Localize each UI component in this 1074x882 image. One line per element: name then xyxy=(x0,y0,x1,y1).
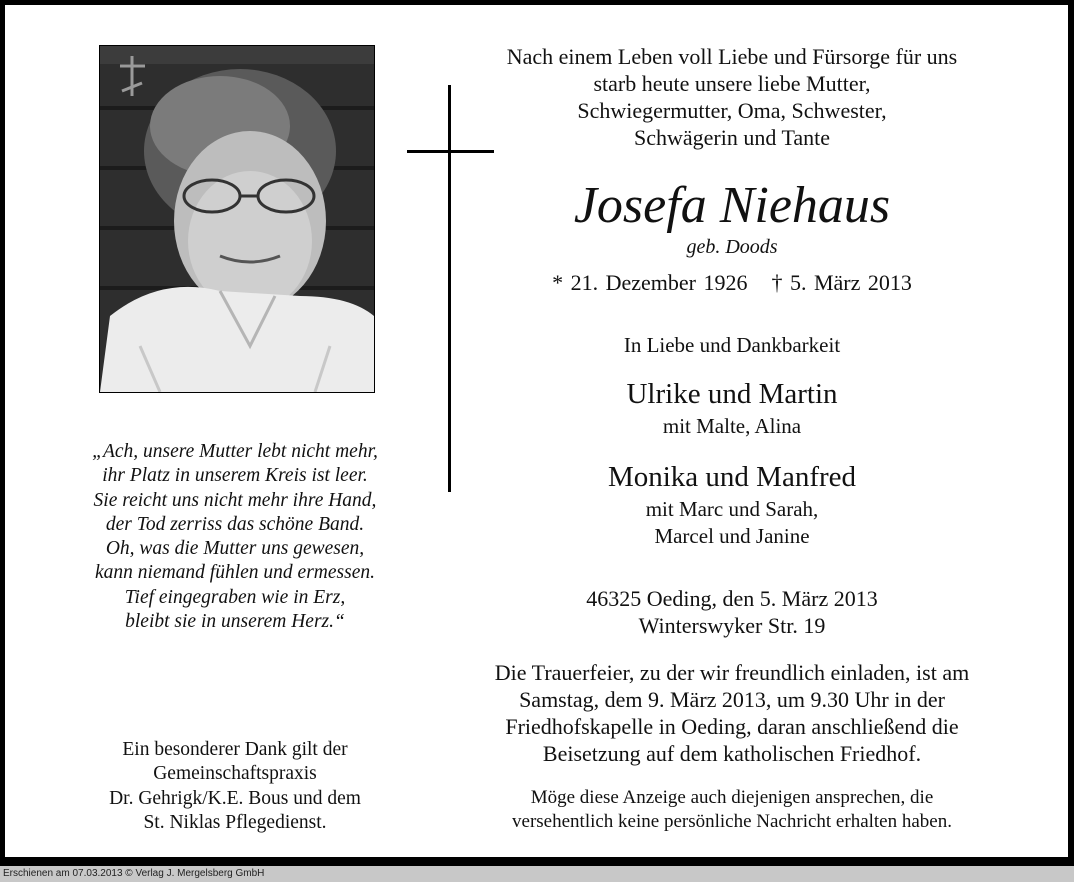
poem-line: der Tod zerriss das schöne Band. xyxy=(105,513,365,535)
thanks-line: Dr. Gehrigk/K.E. Bous und dem xyxy=(109,787,361,809)
funeral-line: Die Trauerfeier, zu der wir freundlich einladen, ist am xyxy=(494,660,970,685)
family-members xyxy=(435,413,1029,440)
poem-line: Tief eingegraben wie in Erz, xyxy=(124,586,346,608)
thanks-line: Gemeinschaftspraxis xyxy=(153,763,317,785)
death-date: † 5. März 2013 xyxy=(771,270,912,295)
portrait-photo xyxy=(99,45,375,393)
intro-line: starb heute unsere liebe Mutter, xyxy=(593,71,871,96)
publication-footer: Erschienen am 07.03.2013 © Verlag J. Mergelsberg GmbH xyxy=(0,866,1074,882)
intro-line: Schwägerin und Tante xyxy=(633,125,830,150)
portrait-image xyxy=(100,46,374,392)
note-line: versehentlich keine persönliche Nachricht erhalten haben. xyxy=(512,811,952,832)
thanks-line: St. Niklas Pflegedienst. xyxy=(143,811,327,833)
funeral-line: Friedhofskapelle in Oeding, daran anschließend die xyxy=(505,714,959,739)
poem-line: Oh, was die Mutter uns gewesen, xyxy=(105,538,365,560)
maiden-name: geb. Doods xyxy=(686,236,778,258)
funeral-line: Beisetzung auf dem katholischen Friedhof. xyxy=(542,741,922,766)
thanks-note xyxy=(45,738,425,835)
intro-line: Schwiegermutter, Oma, Schwester, xyxy=(577,98,887,123)
family-name: Ulrike und Martin xyxy=(626,378,838,410)
birth-date: * 21. Dezember 1926 xyxy=(552,270,748,295)
address-line: 46325 Oeding, den 5. März 2013 xyxy=(586,586,878,611)
thanks-line: Ein besonderer Dank gilt der xyxy=(122,739,348,760)
poem-line: kann niemand fühlen und ermessen. xyxy=(95,562,375,584)
poem-line: „Ach, unsere Mutter lebt nicht mehr, xyxy=(92,441,378,462)
deceased-name: Josefa Niehaus xyxy=(573,177,891,234)
life-dates xyxy=(435,269,1029,297)
family-line: mit Marc und Sarah, xyxy=(645,497,819,521)
family-name: Monika und Manfred xyxy=(607,461,857,493)
family-members xyxy=(435,496,1029,550)
dedication: In Liebe und Dankbarkeit xyxy=(623,333,841,357)
address xyxy=(435,585,1029,639)
poem-line: ihr Platz in unserem Kreis ist leer. xyxy=(102,465,368,487)
poem xyxy=(45,440,425,634)
funeral-info xyxy=(435,659,1029,767)
family-line: Marcel und Janine xyxy=(654,524,810,548)
poem-line: bleibt sie in unserem Herz.“ xyxy=(125,611,345,633)
closing-note xyxy=(435,786,1029,834)
address-line: Winterswyker Str. 19 xyxy=(638,613,826,638)
note-line: Möge diese Anzeige auch diejenigen ansprechen, die xyxy=(530,787,934,808)
intro-text xyxy=(435,43,1029,151)
intro-line: Nach einem Leben voll Liebe und Fürsorge für uns xyxy=(506,44,958,69)
funeral-line: Samstag, dem 9. März 2013, um 9.30 Uhr in der xyxy=(519,687,945,712)
family-line: mit Malte, Alina xyxy=(662,414,802,438)
poem-line: Sie reicht uns nicht mehr ihre Hand, xyxy=(93,489,377,511)
